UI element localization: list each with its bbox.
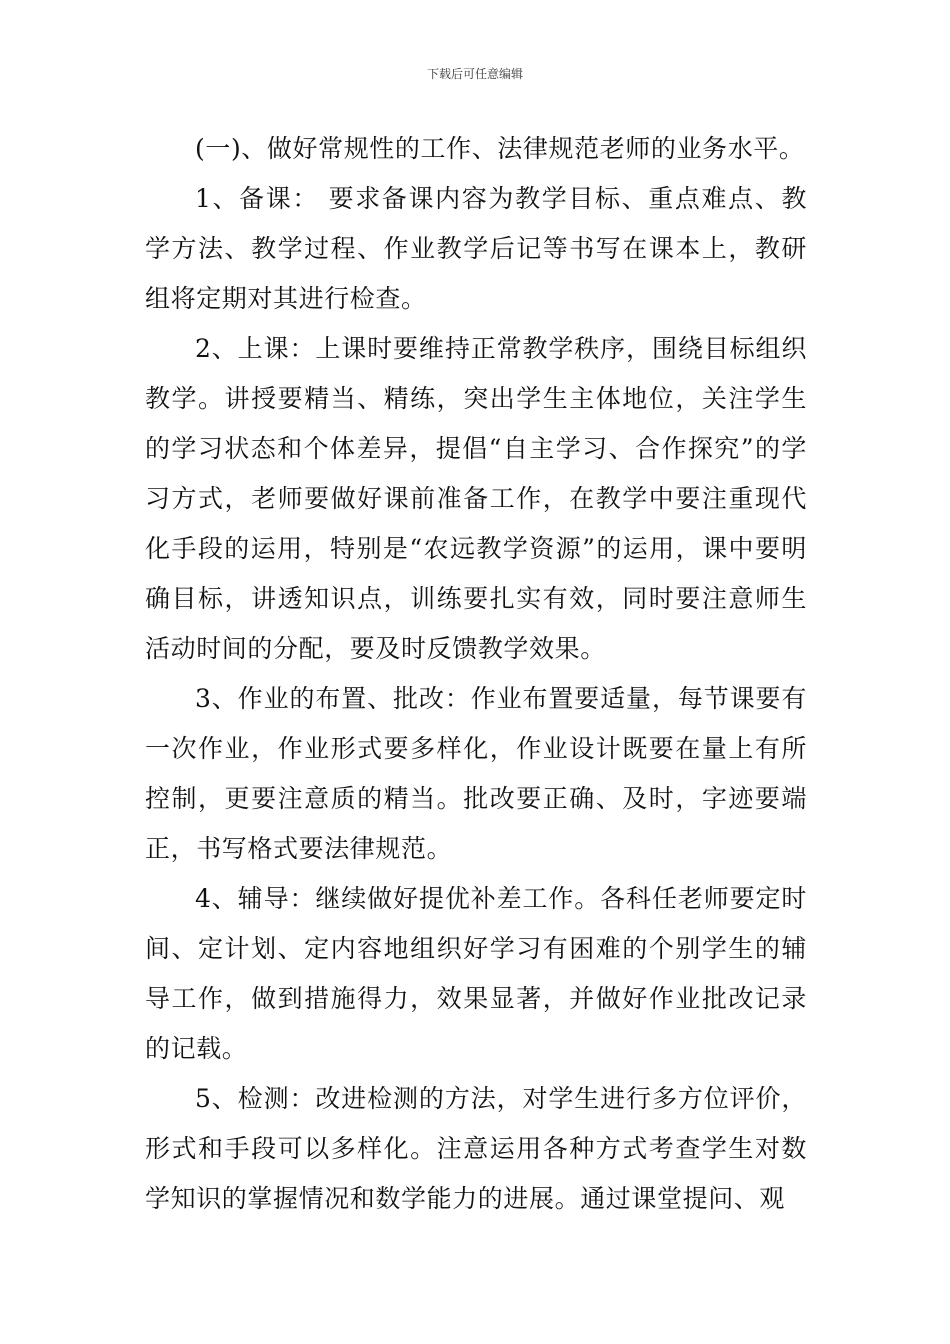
paragraph-testing: 5、检测：改进检测的方法，对学生进行多方位评价，形式和手段可以多样化。注意运用各种方式考查学生对数学知识的掌握情况和数学能力的进展。通过课堂提问、观 [145,1084,807,1213]
paragraph-tutoring: 4、辅导：继续做好提优补差工作。各科任老师要定时间、定计划、定内容地组织好学习有困难的个别学生的辅导工作，做到措施得力，效果显著，并做好作业批改记录的记载。 [145,884,807,1063]
section-heading: (一)、做好常规性的工作、法律规范老师的业务水平。 [195,134,805,163]
paragraph-lesson-prep: 1、备课： 要求备课内容为教学目标、重点难点、教学方法、教学过程、作业教学后记等书写在课本上，教研组将定期对其进行检查。 [145,184,807,313]
paragraph-teaching: 2、上课：上课时要维持正常教学秩序，围绕目标组织教学。讲授要精当、精练，突出学生主体地位，关注学生的学习状态和个体差异，提倡“自主学习、合作探究”的学习方式，老师要做好课前准备工作，在教学中要注重现代化手段的运用，特别是“农远教学资源”的运用，课中要明确目标，讲透知识点，训练要扎实有效，同时要注意师生活动时间的分配，要及时反馈教学效果。 [145,334,807,663]
page-header: 下载后可任意编辑 [426,67,523,81]
paragraph-homework: 3、作业的布置、批改：作业布置要适量，每节课要有一次作业，作业形式要多样化，作业设计既要在量上有所控制，更要注意质的精当。批改要正确、及时，字迹要端正，书写格式要法律规范。 [145,684,807,863]
document-body [145,124,807,1224]
